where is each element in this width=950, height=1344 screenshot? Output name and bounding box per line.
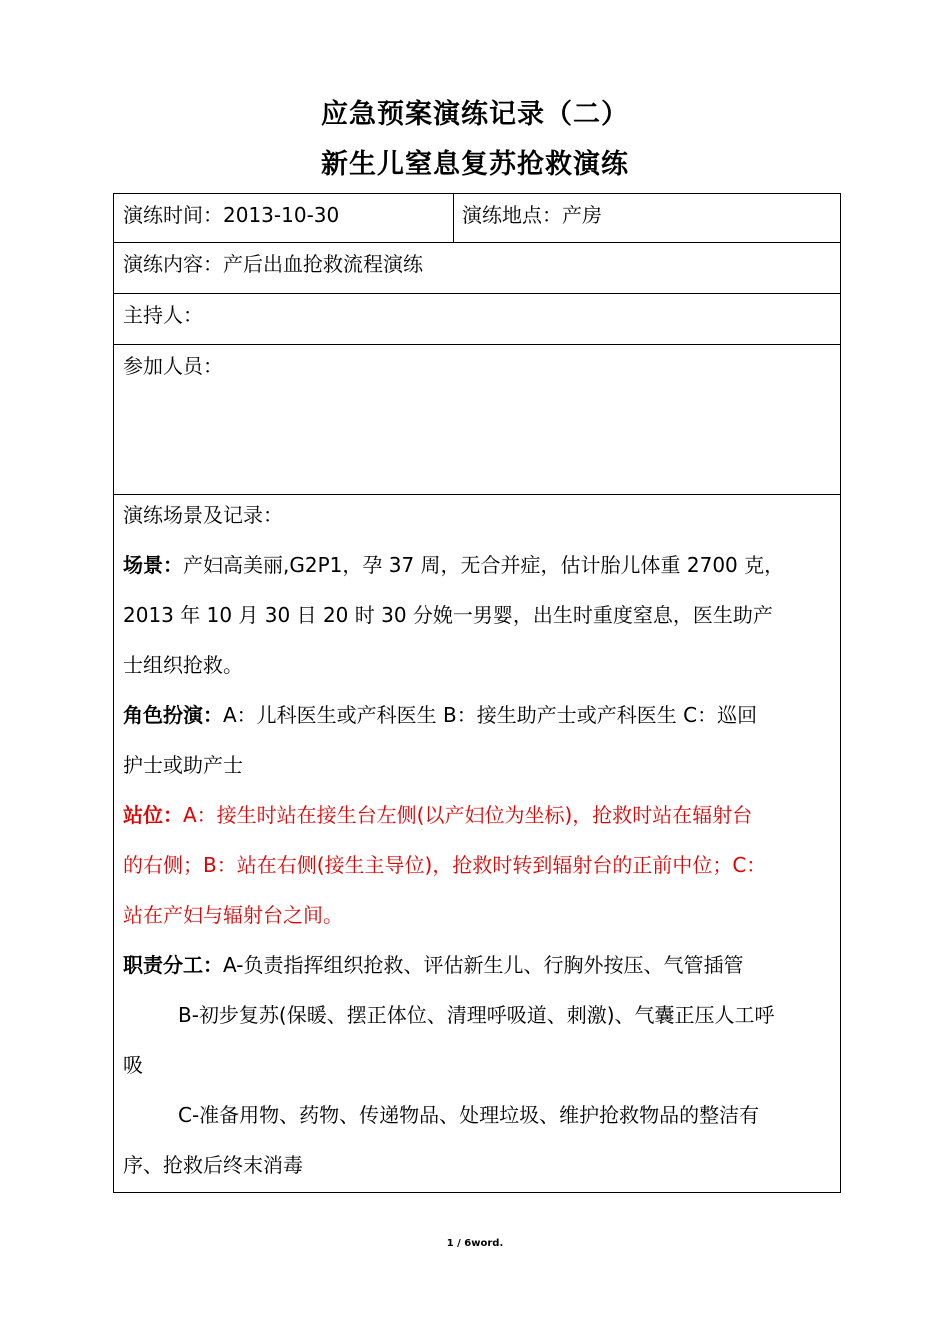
table-row <box>114 294 840 345</box>
drill-place: 演练地点：产房 <box>462 203 602 227</box>
drill-participants: 参加人员： <box>123 354 223 378</box>
document-title: 应急预案演练记录（二） <box>321 99 629 130</box>
positions-line-2: 的右侧；B：站在右侧(接生主导位)，抢救时转到辐射台的正前中位；C： <box>123 853 767 877</box>
drill-host: 主持人： <box>123 303 203 327</box>
scene-label: 场景： <box>123 553 183 577</box>
page-footer: 1 / 6word. <box>446 1238 504 1249</box>
duties-line-a <box>123 950 743 980</box>
drill-record-table <box>113 193 841 1193</box>
roles-label: 角色扮演： <box>123 703 223 727</box>
column-divider <box>453 194 454 242</box>
roles-line-1 <box>123 700 757 730</box>
positions-line-1 <box>123 800 752 830</box>
table-row <box>114 194 840 243</box>
duties-line-c1: C-准备用物、药物、传递物品、处理垃圾、维护抢救物品的整洁有 <box>178 1103 760 1127</box>
roles-line-2: 护士或助产士 <box>123 753 243 777</box>
scene-line-1 <box>123 550 784 580</box>
document-subtitle: 新生儿窒息复苏抢救演练 <box>321 149 629 180</box>
table-row <box>114 345 840 495</box>
scene-line-3: 士组织抢救。 <box>123 653 243 677</box>
record-heading: 演练场景及记录： <box>123 503 283 527</box>
duties-line-b2: 吸 <box>123 1053 143 1077</box>
drill-time: 演练时间：2013-10-30 <box>123 203 340 227</box>
duties-text-a: A-负责指挥组织抢救、评估新生儿、行胸外按压、气管插管 <box>223 953 744 977</box>
positions-line-3: 站在产妇与辐射台之间。 <box>123 903 343 927</box>
duties-line-b1: B-初步复苏(保暖、摆正体位、清理呼吸道、刺激)、气囊正压人工呼 <box>178 1003 775 1027</box>
duties-label: 职责分工： <box>123 953 223 977</box>
scene-text-1: 产妇高美丽,G2P1，孕 37 周，无合并症，估计胎儿体重 2700 克， <box>183 553 785 577</box>
drill-content: 演练内容：产后出血抢救流程演练 <box>123 252 423 276</box>
scene-line-2: 2013 年 10 月 30 日 20 时 30 分娩一男婴，出生时重度窒息，医生助产 <box>123 603 773 627</box>
table-row <box>114 243 840 294</box>
positions-label: 站位： <box>123 803 183 827</box>
roles-text-1: A：儿科医生或产科医生 B：接生助产士或产科医生 C：巡回 <box>223 703 758 727</box>
positions-text-1: A：接生时站在接生台左侧(以产妇位为坐标)，抢救时站在辐射台 <box>183 803 753 827</box>
duties-line-c2: 序、抢救后终末消毒 <box>123 1153 303 1177</box>
